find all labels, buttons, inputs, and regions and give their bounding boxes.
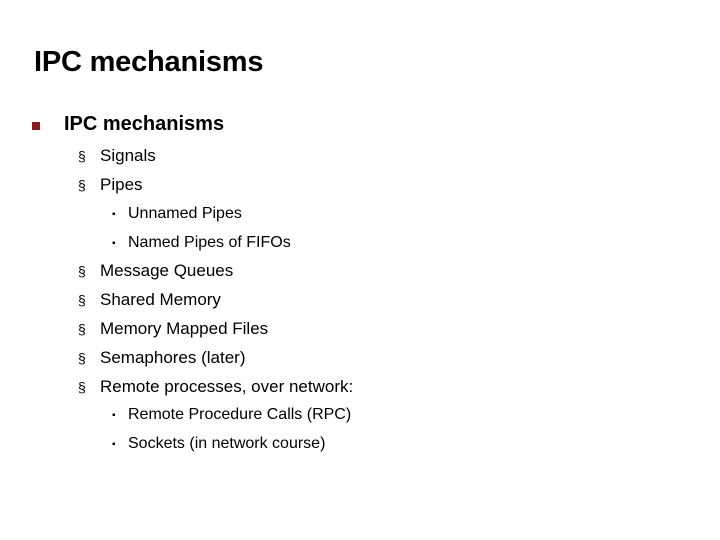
square-bullet-icon: ▪ [112,237,116,249]
list-item-label: Message Queues [100,261,234,280]
section-bullet-icon: § [78,148,86,164]
list-item [112,234,291,252]
square-bullet-icon: ▪ [112,409,116,421]
list-item [78,290,221,310]
list-item [112,435,325,453]
main-bullet-label: IPC mechanisms [64,113,225,135]
list-item [78,175,143,195]
list-item-label: Semaphores (later) [100,348,246,367]
main-bullet [32,113,224,136]
slide-title: IPC mechanisms [34,46,264,78]
list-item [112,205,242,223]
list-item-label: Signals [100,146,156,165]
section-bullet-icon: § [78,350,86,366]
section-bullet-icon: § [78,292,86,308]
list-item [78,319,268,339]
list-item [78,348,246,368]
list-item [78,377,353,397]
list-item-label: Unnamed Pipes [128,205,242,222]
square-bullet-icon: ▪ [112,438,116,450]
list-item [78,146,156,166]
list-item [112,406,351,424]
list-item [78,261,233,281]
list-item-label: Named Pipes of FIFOs [128,234,291,251]
list-item-label: Remote Procedure Calls (RPC) [128,406,352,423]
section-bullet-icon: § [78,263,86,279]
list-item-label: Shared Memory [100,290,221,309]
list-item-label: Memory Mapped Files [100,319,269,338]
list-item-label: Pipes [100,175,143,194]
square-bullet-icon [32,122,40,130]
list-item-label: Remote processes, over network: [100,377,354,396]
section-bullet-icon: § [78,379,86,395]
section-bullet-icon: § [78,177,86,193]
square-bullet-icon: ▪ [112,208,116,220]
section-bullet-icon: § [78,321,86,337]
list-item-label: Sockets (in network course) [128,435,326,452]
